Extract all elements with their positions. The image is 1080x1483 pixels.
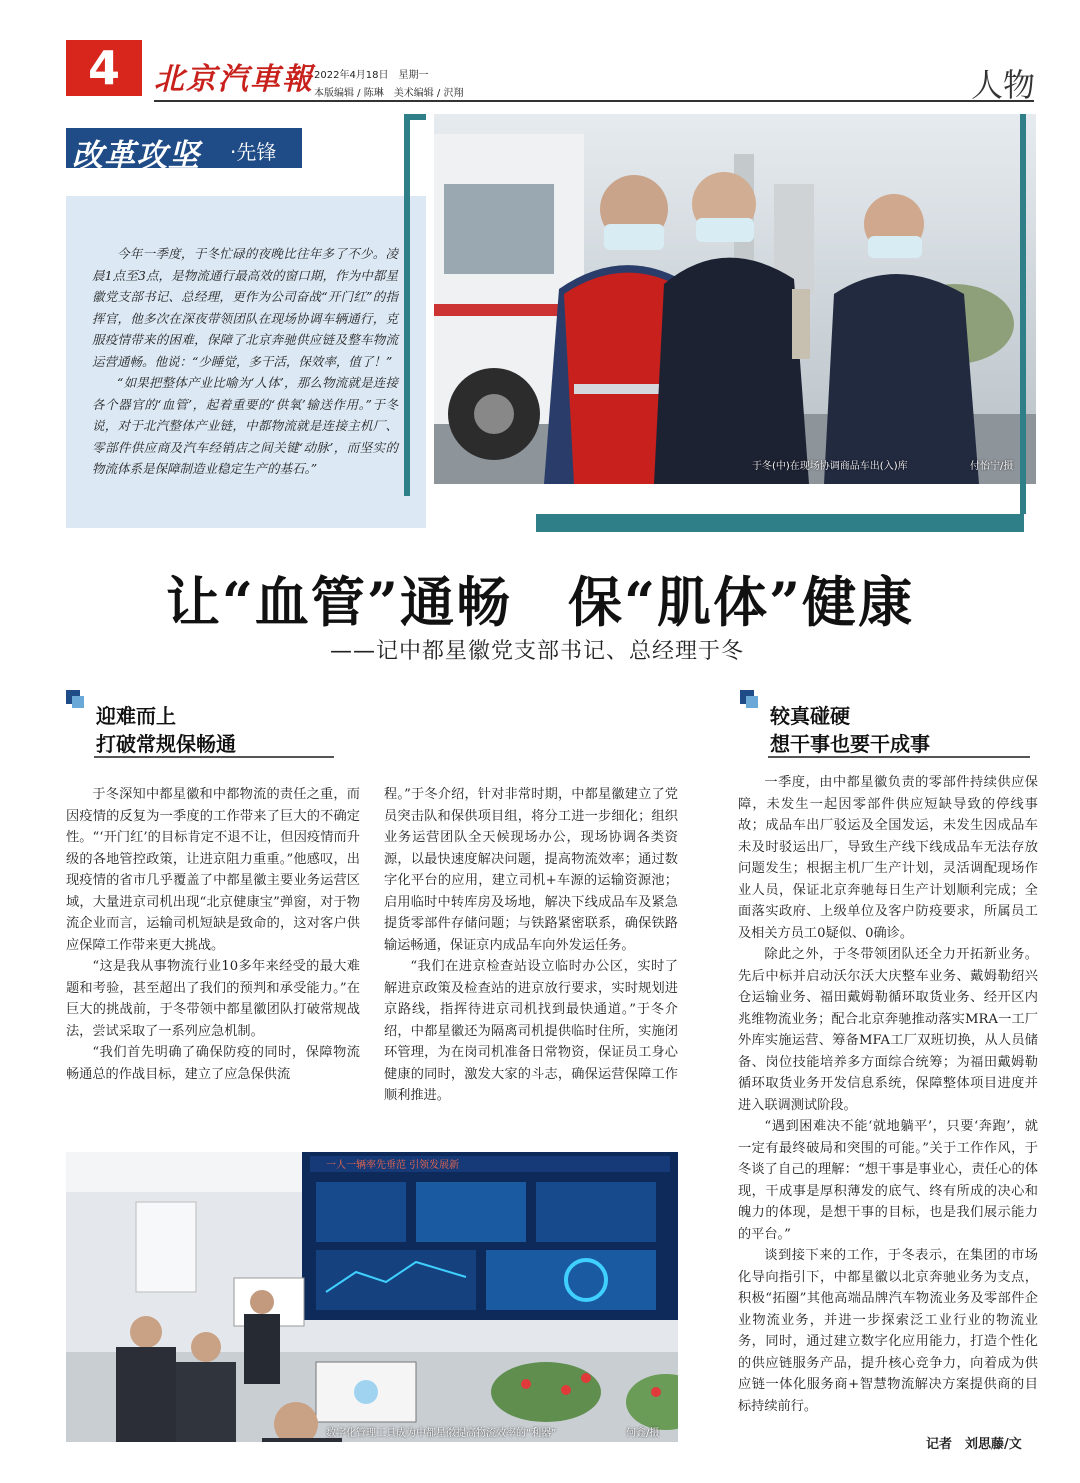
bottom-photo-caption: 数字化管理工具成为中都星徽提高物流效率的“利器” — [326, 1428, 557, 1439]
banner-subtitle: ·先锋 — [230, 140, 277, 164]
bottom-photo-illustration — [66, 1152, 678, 1442]
intro-paragraph: 今年一季度，于冬忙碌的夜晚比往年多了不少。凌晨1点至3点，是物流通行最高效的窗口期，作为中都星徽党支部书记、总经理，更作为公司奋战“开门红”的指挥官，他多次在深夜带领团队在现场协调车辆通行，克服疫情带来的困难，保障了北京奔驰供应链及整车物流运营通畅。他说：“少睡觉，多干活，保效率，值了！” — [92, 246, 398, 369]
heading-marker-icon — [746, 696, 758, 708]
byline: 记者 刘思藤/文 — [926, 1437, 1022, 1452]
section-heading-line1: 较真碰硬 — [770, 704, 850, 728]
section-heading-rule — [94, 756, 334, 758]
bottom-photo — [66, 1152, 678, 1442]
article-subheadline: ——记中都星徽党支部书记、总经理于冬 — [330, 639, 745, 664]
masthead-rule — [154, 100, 1034, 102]
masthead — [64, 40, 1039, 104]
paragraph: “遇到困难决不能‘就地躺平’，只要‘奔跑’，就一定有最终破局和突围的可能。”关于工作作风，于冬谈了自己的理解：“想干事是事业心，责任心的体现，干成事是厚积薄发的底气、终有所成的决心和魄力的体现，是想干事的目标，也是我们展示能力的平台。” — [738, 1119, 1038, 1242]
section-name: 人物 — [970, 66, 1035, 104]
article-column-3 — [738, 772, 1038, 1417]
paragraph: 除此之外，于冬带领团队还全力开拓新业务。先后中标并启动沃尔沃大庆整车业务、戴姆勒绍兴仓运输业务、福田戴姆勒循环取货业务、经开区内兆维物流业务；配合北京奔驰推动落实MRA一工厂外库实施运营、筹备MFA工厂双班切换，从人员储备、岗位技能培养多方面综合统筹；为福田戴姆勒循环取货业务开发信息系统，保障整体项目进度并进入联调测试阶段。 — [738, 947, 1038, 1113]
paragraph: 谈到接下来的工作，于冬表示，在集团的市场化导向指引下，中都星徽以北京奔驰业务为支点，积极“拓圈”其他高端品牌汽车物流业务及零部件企业物流业务，并进一步探索泛工业行业的物流业务，同时，通过建立数字化应用能力，打造个性化的供应链服务产品，提升核心竞争力，向着成为供应链一体化服务商+智慧物流解决方案提供商的目标持续前行。 — [738, 1248, 1038, 1414]
paragraph: 于冬深知中都星徽和中都物流的责任之重，而因疫情的反复为一季度的工作带来了巨大的不确定性。“‘开门红’的目标肯定不退不让，但因疫情而升级的各地管控政策，让进京阻力重重。”他感叹，出现疫情的省市几乎覆盖了中都星徽主要业务运营区域，大量进京司机出现“北京健康宝”弹窗，对于物流企业而言，运输司机短缺是致命的，这对客户供应保障工作带来更大挑战。 — [66, 787, 360, 953]
paragraph: 程。”于冬介绍，针对非常时期，中都星徽建立了党员突击队和保供项目组，将分工进一步细化；组织业务运营团队全天候现场办公，现场协调各类资源，以最快速度解决问题，提高物流效率；通过数字化平台的应用，建立司机+车源的运输资源池；启用临时中转库房及场地，解决下线成品车及紧急提货零部件存储问题；与铁路紧密联系，确保铁路输运畅通，保证京内成品车向外发运任务。 — [384, 787, 678, 953]
bottom-photo-credit: 何鑫/摄 — [626, 1428, 660, 1439]
top-photo-credit: 付怡宁/摄 — [970, 461, 1014, 472]
section-heading-line1: 迎难而上 — [96, 704, 176, 728]
banner-title: 改革攻坚 — [72, 138, 200, 174]
article-headline: 让“血管”通畅 保“肌体”健康 — [165, 570, 915, 634]
issue-date: 2022年4月18日 星期一 — [314, 70, 429, 81]
heading-marker-icon — [72, 696, 84, 708]
intro-frame-accent — [404, 114, 426, 496]
article-column-2 — [384, 784, 678, 1107]
newspaper-logo: 北京汽車報 — [154, 62, 314, 97]
photo-band-accent — [536, 514, 1024, 532]
editors-line: 本版编辑 / 陈琳 美术编辑 / 沢翔 — [314, 88, 464, 99]
paragraph: 一季度，由中都星徽负责的零部件持续供应保障，未发生一起因零部件供应短缺导致的停线事故；成品车出厂驳运及全国发运，未发生因成品车未及时驳运出厂，导致生产线下线成品车无法存放问题发生；根据主机厂生产计划，灵活调配现场作业人员，保证北京奔驰每日生产计划顺利完成；全面落实政府、上级单位及客户防疫要求，所属员工及相关方员工0疑似、0确诊。 — [738, 775, 1038, 941]
top-photo — [434, 114, 1036, 484]
top-photo-caption: 于冬(中)在现场协调商品车出(入)库 — [752, 461, 908, 472]
article-column-1 — [66, 784, 360, 1085]
section-heading-line2: 打破常规保畅通 — [96, 732, 236, 756]
paragraph: “我们首先明确了确保防疫的同时，保障物流畅通总的作战目标，建立了应急保供流 — [66, 1045, 360, 1082]
photo-frame-accent — [1020, 114, 1026, 514]
intro-paragraph: “如果把整体产业比喻为‘人体’，那么物流就是连接各个器官的‘血管’，起着重要的‘供氧’输送作用。”于冬说，对于北汽整体产业链，中都物流就是连接主机厂、零部件供应商及汽车经销店之间关键‘动脉’，而坚实的物流体系是保障制造业稳定生产的基石。” — [92, 375, 398, 476]
column-banner — [66, 128, 302, 174]
paragraph: “这是我从事物流行业10多年来经受的最大难题和考验，甚至超出了我们的预判和承受能力。”在巨大的挑战前，于冬带领中都星徽团队打破常规战法，尝试采取了一系列应急机制。 — [66, 959, 360, 1039]
screen-banner-text: 一人一辆率先垂范 引领发展新 — [326, 1160, 460, 1171]
section-heading-line2: 想干事也要干成事 — [770, 732, 930, 756]
page-number: 4 — [66, 40, 142, 96]
intro-text — [92, 243, 398, 480]
top-photo-illustration — [434, 114, 1036, 484]
section-heading-rule — [768, 756, 1030, 758]
paragraph: “我们在进京检查站设立临时办公区，实时了解进京政策及检查站的进京放行要求，实时规划进京路线，指挥待进京司机找到最快通道。”于冬介绍，中都星徽还为隔离司机提供临时住所，实施闭环管理，为在岗司机准备日常物资，保证员工身心健康的同时，激发大家的斗志，确保运营保障工作顺利推进。 — [384, 959, 678, 1103]
